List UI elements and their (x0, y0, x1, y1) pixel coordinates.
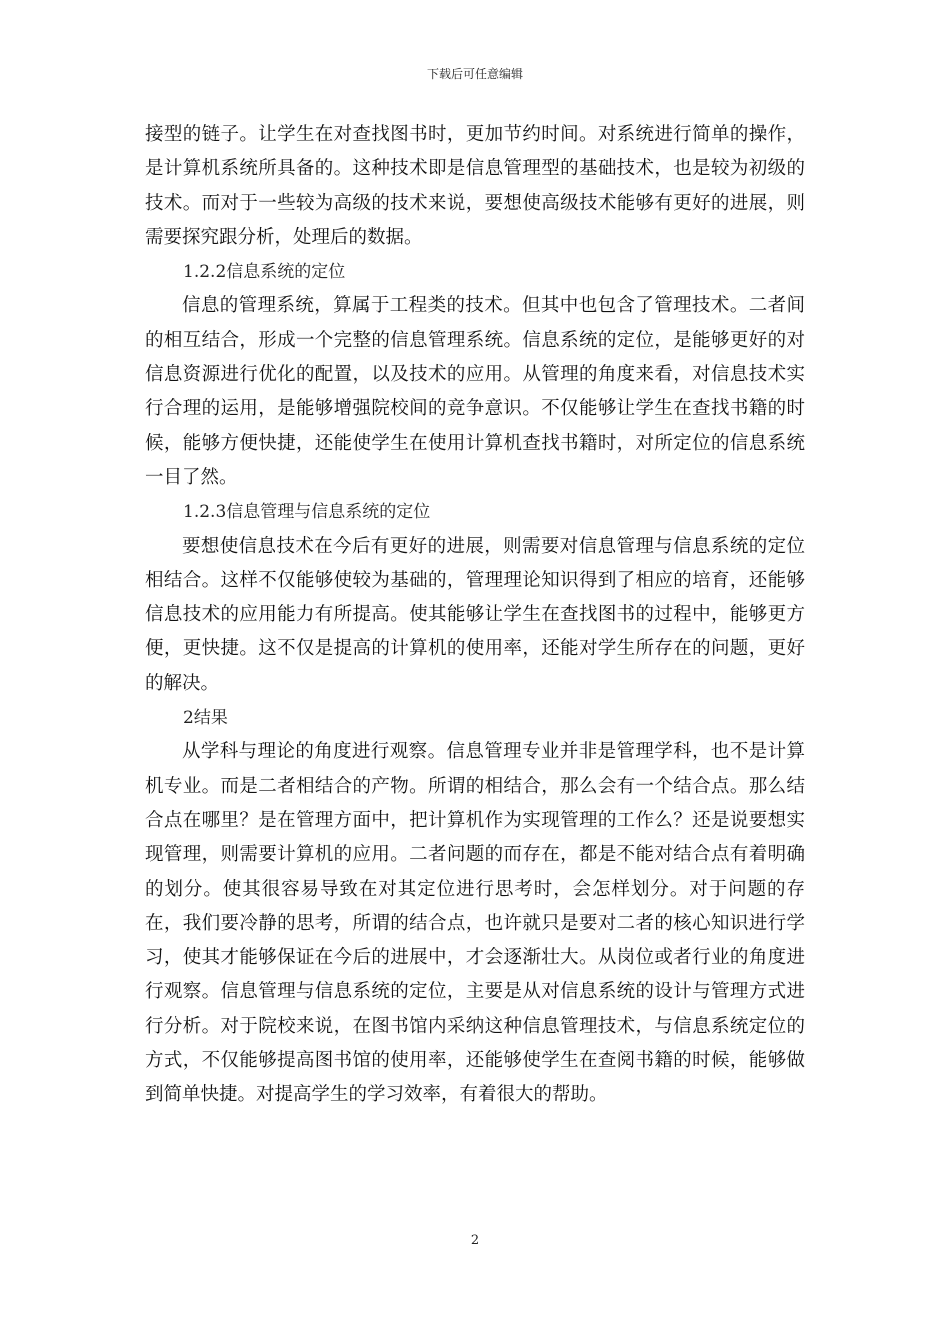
section-heading-1-2-3: 1.2.3信息管理与信息系统的定位 (183, 502, 431, 523)
paragraph-info-management-positioning: 要想使信息技术在今后有更好的进展，则需要对信息管理与信息系统的定位相结合。这样不仅能够使较为基础的，管理理论知识得到了相应的培育，还能够信息技术的应用能力有所提高。使其能够让学生在查找图书的过程中，能够更方便，更快捷。这不仅是提高的计算机的使用率，还能对学生所存在的问题，更好的解决。 (145, 535, 805, 694)
paragraph-results: 从学科与理论的角度进行观察。信息管理专业并非是管理学科，也不是计算机专业。而是二者相结合的产物。所谓的相结合，那么会有一个结合点。那么结合点在哪里？是在管理方面中，把计算机作为实现管理的工作么？还是说要想实现管理，则需要计算机的应用。二者问题的而存在，都是不能对结合点有着明确的划分。使其很容易导致在对其定位进行思考时，会怎样划分。对于问题的存在，我们要冷静的思考，所谓的结合点，也许就只是要对二者的核心知识进行学习，使其才能够保证在今后的进展中，才会逐渐壮大。从岗位或者行业的角度进行观察。信息管理与信息系统的定位，主要是从对信息系统的设计与管理方式进行分析。对于院校来说，在图书馆内采纳这种信息管理技术，与信息系统定位的方式，不仅能够提高图书馆的使用率，还能够使学生在查阅书籍的时候，能够做到简单快捷。对提高学生的学习效率，有着很大的帮助。 (145, 741, 805, 1106)
document-body (145, 118, 805, 1113)
section-heading-1-2-2: 1.2.2信息系统的定位 (183, 262, 346, 283)
paragraph-continued: 接型的链子。让学生在对查找图书时，更加节约时间。对系统进行简单的操作，是计算机系统所具备的。这种技术即是信息管理型的基础技术，也是较为初级的技术。而对于一些较为高级的技术来说，要想使高级技术能够有更好的进展，则需要探究跟分析，处理后的数据。 (145, 124, 805, 248)
paragraph-info-system-positioning: 信息的管理系统，算属于工程类的技术。但其中也包含了管理技术。二者间的相互结合，形成一个完整的信息管理系统。信息系统的定位，是能够更好的对信息资源进行优化的配置，以及技术的应用。从管理的角度来看，对信息技术实行合理的运用，是能够增强院校间的竞争意识。不仅能够让学生在查找书籍的时候，能够方便快捷，还能使学生在使用计算机查找书籍时，对所定位的信息系统一目了然。 (145, 295, 805, 488)
section-heading-results: 2结果 (183, 708, 228, 729)
page-header: 下载后可任意编辑 (426, 67, 523, 81)
page-number: 2 (470, 1233, 480, 1248)
